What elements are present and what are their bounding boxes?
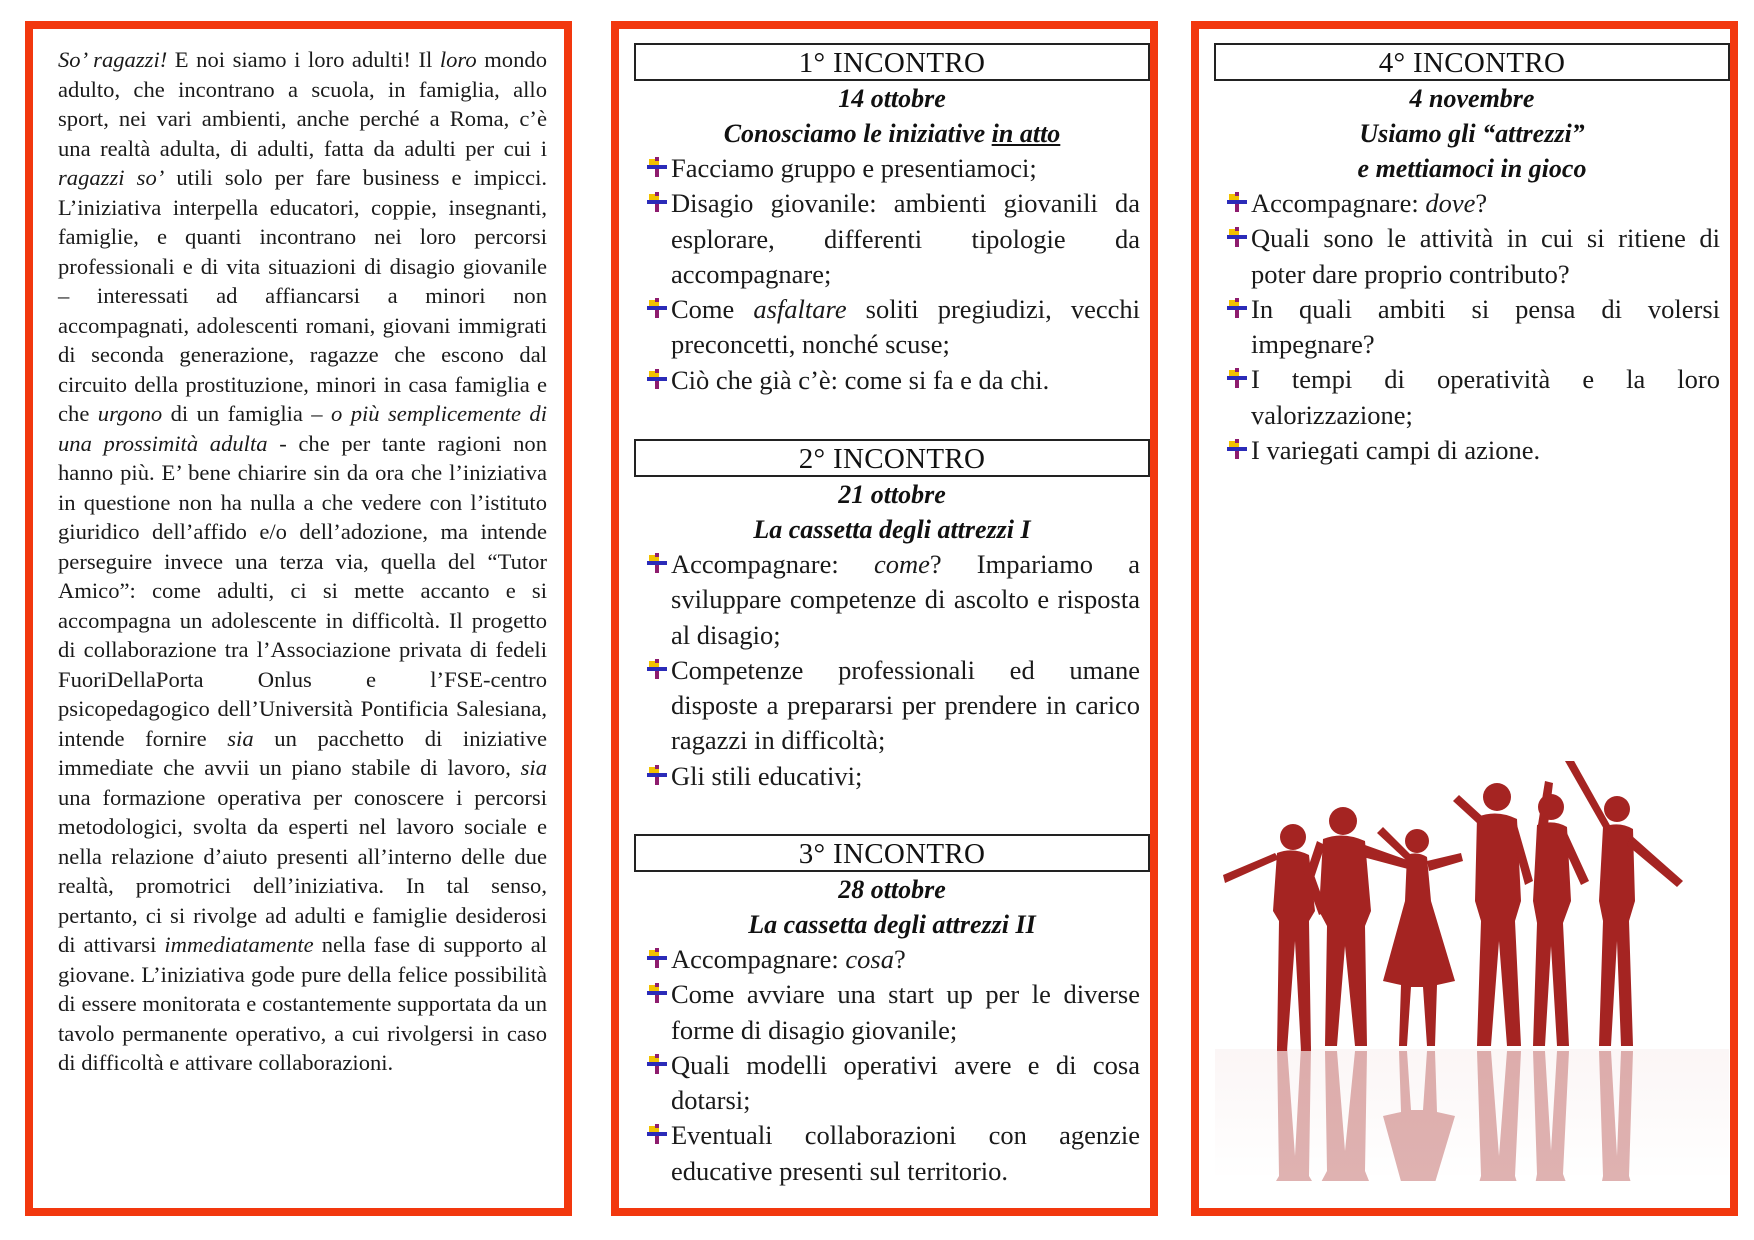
intro-text-run: un pacchetto di iniziative immediate che avvii un piano stabile di lavoro, [58, 725, 547, 780]
session-4 [1214, 43, 1730, 468]
intro-text-run: immediatamente [164, 932, 314, 957]
session-subtitle: La cassetta degli attrezzi I [753, 515, 1031, 544]
session-item-text [671, 365, 1049, 395]
session-item-run: Quali modelli operativi avere e di cosa dotarsi; [671, 1049, 1140, 1116]
session-item-text [671, 761, 862, 791]
session-item-run: I tempi di operatività e la loro valorizzazione; [1251, 364, 1720, 430]
session-item [634, 977, 1150, 1048]
intro-text-run: urgono [97, 401, 163, 426]
intro-text-run: o più semplicemente di una prossimità adulta [58, 401, 547, 456]
session-item-text [671, 294, 1140, 359]
session-item-run: come [873, 549, 930, 579]
intro-text-run: utili solo per fare business e impicci. L’iniziativa interpella educatori, coppie, insegnanti, famiglie, e quanti incontrano nei loro percorsi professionali e di vita situazioni di disagio giovanile – interessati ad affiancarsi a minori non accompagnati, adolescenti romani, giovani immigrati di seconda generazione, ragazze che escono dal circuito della prostituzione, minori in casa famiglia e che [58, 165, 547, 426]
plus-bullet-icon [646, 368, 668, 390]
session-item-text [671, 944, 906, 974]
session-item-text [671, 979, 1140, 1044]
session-item-run: Gli stili educativi; [671, 760, 863, 791]
session-item-run: Accompagnare: [671, 549, 874, 579]
session-subtitle: Usiamo gli “attrezzi” [1359, 119, 1585, 148]
session-item [1214, 221, 1730, 292]
session-title: 4° INCONTRO [1214, 43, 1730, 81]
intro-text-run: sia [520, 755, 547, 780]
dancing-people-silhouette-icon [1215, 761, 1729, 1181]
session-date: 21 ottobre [838, 480, 946, 509]
intro-text-run: So’ ragazzi! [58, 47, 168, 72]
plus-bullet-icon [646, 552, 668, 574]
session-item [634, 1118, 1150, 1189]
session-item-run: Facciamo gruppo e presentiamoci; [671, 153, 1037, 183]
plus-bullet-icon [646, 982, 668, 1004]
session-item-run: Quali sono le attività in cui si ritiene di poter dare proprio contributo? [1251, 223, 1720, 289]
intro-text-run: mondo adulto, che incontrano a scuola, in famiglia, allo sport, nei vari ambienti, anche perché a Roma, c’è una realtà adulta, di adulti, fatta da adulti per cui i [58, 47, 547, 161]
plus-bullet-icon [646, 1123, 668, 1145]
plus-bullet-icon [1226, 191, 1248, 213]
session-item-text [671, 1050, 1140, 1115]
session-item-run: Disagio giovanile: ambienti giovanili da esplorare, differenti tipologie da accompagnare; [671, 188, 1140, 289]
session-subtitle-underlined: in atto [991, 119, 1061, 148]
session-item-run: dove [1425, 188, 1476, 218]
session-items [634, 547, 1150, 794]
session-item-text [1251, 364, 1720, 429]
session-3 [634, 834, 1150, 1189]
session-item-text [671, 549, 1140, 650]
session-subtitle-line-2: e mettiamoci in gioco [1357, 154, 1587, 183]
plus-bullet-icon [646, 297, 668, 319]
plus-bullet-icon [646, 156, 668, 178]
session-item-run: Ciò che già c’è: come si fa e da chi. [671, 364, 1050, 395]
plus-bullet-icon [646, 191, 668, 213]
intro-text-run: una formazione operativa per conoscere i percorsi metodologici, svolta da esperti nel lavoro sociale e nella relazione d’aiuto presenti all’interno delle due realtà, promotrici dell’iniziativa. In tal senso, pertanto, ci si rivolge ad adulti e famiglie desiderosi di attivarsi [58, 784, 547, 957]
plus-bullet-icon [1226, 367, 1248, 389]
plus-bullet-icon [1226, 226, 1248, 248]
session-item-run: asfaltare [753, 294, 847, 325]
session-item [1214, 186, 1730, 221]
session-item-text [671, 188, 1140, 289]
plus-bullet-icon [646, 1053, 668, 1075]
intro-text-run: E noi siamo i loro adulti! Il [167, 47, 440, 72]
session-item [634, 759, 1150, 794]
session-item [634, 292, 1150, 363]
session-date: 14 ottobre [838, 84, 946, 113]
plus-bullet-icon [646, 658, 668, 680]
intro-text-run: di un famiglia – [162, 401, 332, 426]
session-item-run: Come [671, 294, 754, 325]
session-item [1214, 362, 1730, 433]
session-item-text [1251, 188, 1487, 218]
session-item-run: ? [893, 944, 906, 974]
session-item-text [671, 153, 1037, 183]
session-item [634, 547, 1150, 653]
plus-bullet-icon [1226, 438, 1248, 460]
session-subtitle: Conosciamo le iniziative in atto [723, 119, 1061, 148]
session-item [1214, 433, 1730, 468]
session-item-text [1251, 435, 1540, 465]
session-date: 4 novembre [1409, 84, 1535, 113]
session-item-text [1251, 294, 1720, 359]
session-title: 1° INCONTRO [634, 43, 1150, 81]
session-item-text [671, 1120, 1140, 1185]
intro-text-run: nella fase di supporto al giovane. L’iniziativa gode pure della felice possibilità di essere monitorata e costantemente supportata da un tavolo permanente operativo, a cui rivolgersi in caso di difficoltà e attivare collaborazioni. [58, 932, 547, 1075]
session-title: 2° INCONTRO [634, 439, 1150, 477]
session-items [634, 942, 1150, 1189]
session-items [1214, 186, 1730, 468]
session-item [634, 151, 1150, 186]
session-item-run: ? Impariamo a sviluppare competenze di ascolto e risposta al disagio; [671, 549, 1140, 650]
intro-text-run: loro [439, 47, 477, 72]
plus-bullet-icon [646, 947, 668, 969]
session-2 [634, 439, 1150, 794]
session-item-text [671, 655, 1140, 756]
session-item-run: Come avviare una start up per le diverse forme di disagio giovanile; [671, 979, 1140, 1045]
session-item [634, 186, 1150, 292]
intro-paragraph [58, 45, 547, 1078]
session-title: 3° INCONTRO [634, 834, 1150, 872]
session-item-run: I variegati campi di azione. [1251, 435, 1541, 466]
plus-bullet-icon [646, 764, 668, 786]
session-item-run: ? [1475, 188, 1488, 218]
intro-panel [25, 21, 572, 1216]
session-item [634, 1048, 1150, 1119]
session-item-run: Eventuali collaborazioni con agenzie educative presenti sul territorio. [671, 1120, 1140, 1186]
session-item-run: soliti pregiudizi, vecchi preconcetti, nonché scuse; [671, 294, 1140, 360]
session-item-run: In quali ambiti si pensa di volersi impegnare? [1251, 293, 1720, 360]
session-subtitle: La cassetta degli attrezzi II [748, 910, 1036, 939]
session-item-run: Competenze professionali ed umane disposte a prepararsi per prendere in carico ragazzi in difficoltà; [671, 654, 1140, 756]
session-item [634, 363, 1150, 398]
intro-text-run: - che per tante ragioni non hanno più. E’ bene chiarire sin da ora che l’iniziativa in questione non ha nulla a che vedere con l’istituto giuridico dell’affido e/o dell’adozione, ma intende perseguire invece una terza via, quella del “Tutor Amico”: come adulti, ci si mette accanto e si accompagna un adolescente in difficoltà. Il progetto di collaborazione tra l’Associazione privata di fedeli FuoriDellaPorta Onlus e l’FSE-centro psicopedagogico dell’Università Pontificia Salesiana, intende fornire [58, 430, 547, 751]
session-1 [634, 43, 1150, 398]
intro-text-run: sia [227, 725, 254, 751]
session-item-run: cosa [845, 944, 894, 974]
session-item [634, 942, 1150, 977]
intro-text-run: ragazzi so’ [58, 165, 165, 190]
session-item [634, 653, 1150, 759]
session-item-run: Accompagnare: [671, 944, 846, 974]
session-items [634, 151, 1150, 398]
sessions-panel-right [1191, 21, 1738, 1216]
sessions-panel-middle [611, 21, 1158, 1216]
session-item-run: Accompagnare: [1251, 188, 1426, 218]
session-item [1214, 292, 1730, 363]
session-item-text [1251, 223, 1720, 288]
session-date: 28 ottobre [838, 875, 946, 904]
plus-bullet-icon [1226, 297, 1248, 319]
